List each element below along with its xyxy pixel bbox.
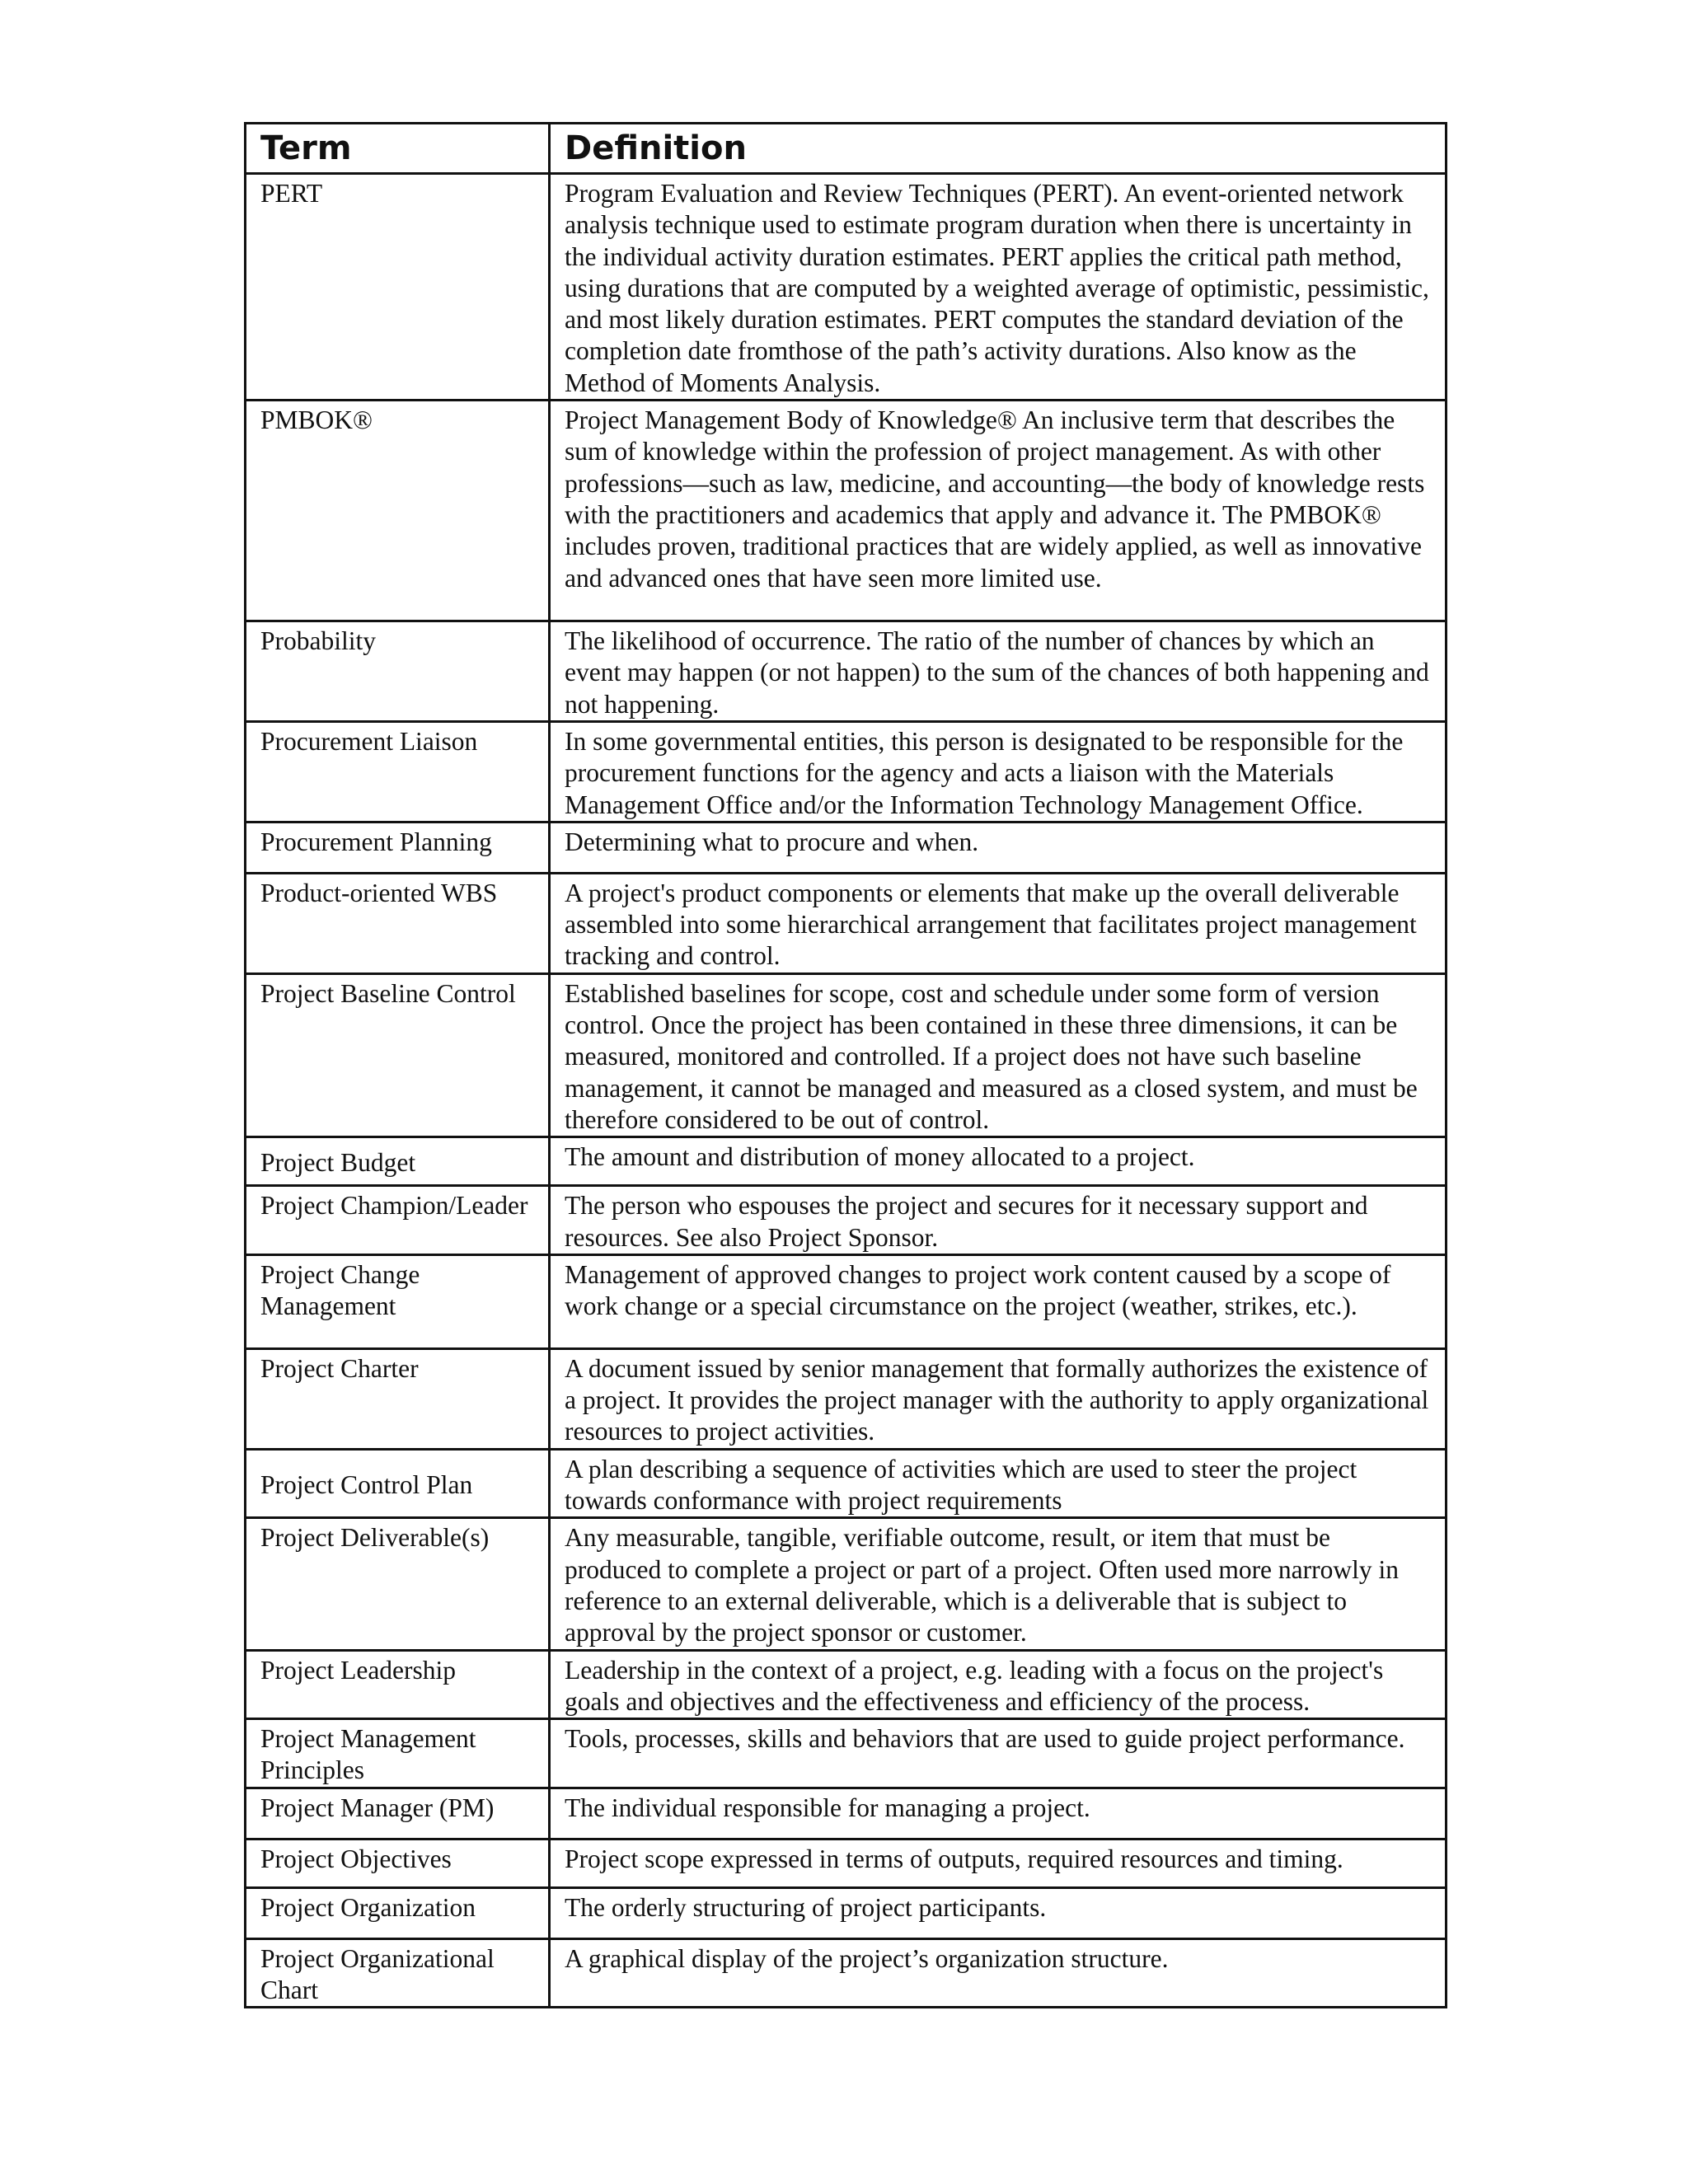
definition-cell: A plan describing a sequence of activities which are used to steer the project towards conformance with project requirements xyxy=(550,1449,1447,1518)
definition-cell: Any measurable, tangible, verifiable outcome, result, or item that must be produced to complete a project or part of a project. Often used more narrowly in reference to an external deliverable, which is a deliverable that is subject to approval by the project sponsor or customer. xyxy=(550,1518,1447,1650)
table-row xyxy=(246,721,1447,822)
table-row xyxy=(246,1518,1447,1650)
table-row xyxy=(246,1719,1447,1788)
term-cell: Procurement Planning xyxy=(246,822,550,873)
definition-cell: The likelihood of occurrence. The ratio of the number of chances by which an event may happen (or not happen) to the sum of the chances of both happening and not happening. xyxy=(550,621,1447,722)
term-cell: PERT xyxy=(246,174,550,401)
term-cell: Project Objectives xyxy=(246,1839,550,1887)
definition-cell: The amount and distribution of money allocated to a project. xyxy=(550,1137,1447,1186)
definition-cell: A project's product components or elements that make up the overall deliverable assembled into some hierarchical arrangement that facilitates project management tracking and control. xyxy=(550,873,1447,973)
definition-cell: The person who espouses the project and secures for it necessary support and resources. See also Project Sponsor. xyxy=(550,1186,1447,1255)
table-row xyxy=(246,1938,1447,2008)
term-cell: Project Control Plan xyxy=(246,1449,550,1518)
table-row xyxy=(246,873,1447,973)
term-cell: Probability xyxy=(246,621,550,722)
table-row xyxy=(246,822,1447,873)
definition-cell: Project scope expressed in terms of outputs, required resources and timing. xyxy=(550,1839,1447,1887)
definition-cell: A graphical display of the project’s organization structure. xyxy=(550,1938,1447,2008)
definition-cell: A document issued by senior management that formally authorizes the existence of a project. It provides the project manager with the authority to apply organizational resources to project activities. xyxy=(550,1348,1447,1449)
definition-cell: The orderly structuring of project participants. xyxy=(550,1887,1447,1938)
definition-cell: Management of approved changes to project work content caused by a scope of work change or a special circumstance on the project (weather, strikes, etc.). xyxy=(550,1254,1447,1348)
definition-cell: Established baselines for scope, cost and schedule under some form of version control. Once the project has been contained in these three dimensions, it can be measured, monitored and controlled. If a project does not have such baseline management, it cannot be managed and measured as a closed system, and must be therefore considered to be out of control. xyxy=(550,973,1447,1137)
term-cell: Project Management Principles xyxy=(246,1719,550,1788)
term-cell: Project Change Management xyxy=(246,1254,550,1348)
term-cell: Procurement Liaison xyxy=(246,721,550,822)
definition-cell: The individual responsible for managing a project. xyxy=(550,1788,1447,1839)
term-column-header: Term xyxy=(246,124,550,174)
term-cell: Project Budget xyxy=(246,1137,550,1186)
definition-cell: Leadership in the context of a project, e.g. leading with a focus on the project's goals and objectives and the effectiveness and efficiency of the process. xyxy=(550,1650,1447,1719)
term-cell: Project Charter xyxy=(246,1348,550,1449)
definition-cell: Determining what to procure and when. xyxy=(550,822,1447,873)
term-cell: Project Organizational Chart xyxy=(246,1938,550,2008)
table-row xyxy=(246,1186,1447,1255)
glossary-table xyxy=(244,122,1447,2008)
definition-cell: Tools, processes, skills and behaviors that are used to guide project performance. xyxy=(550,1719,1447,1788)
term-cell: Project Manager (PM) xyxy=(246,1788,550,1839)
definition-cell: In some governmental entities, this person is designated to be responsible for the procurement functions for the agency and acts a liaison with the Materials Management Office and/or the Information Technology Management Office. xyxy=(550,721,1447,822)
definition-column-header: Definition xyxy=(550,124,1447,174)
table-row xyxy=(246,1137,1447,1186)
definition-cell: Project Management Body of Knowledge® An inclusive term that describes the sum of knowledge within the profession of project management. As with other professions—such as law, medicine, and accounting—the body of knowledge rests with the practitioners and academics that apply and advance it. The PMBOK® includes proven, traditional practices that are widely applied, as well as innovative and advanced ones that have seen more limited use. xyxy=(550,401,1447,621)
term-cell: Project Champion/Leader xyxy=(246,1186,550,1255)
term-cell: Project Baseline Control xyxy=(246,973,550,1137)
term-cell: Product-oriented WBS xyxy=(246,873,550,973)
definition-cell: Program Evaluation and Review Techniques (PERT). An event-oriented network analysis technique used to estimate program duration when there is uncertainty in the individual activity duration estimates. PERT applies the critical path method, using durations that are computed by a weighted average of optimistic, pessimistic, and most likely duration estimates. PERT computes the standard deviation of the completion date fromthose of the path’s activity durations. Also know as the Method of Moments Analysis. xyxy=(550,174,1447,401)
table-row xyxy=(246,401,1447,621)
term-cell: Project Organization xyxy=(246,1887,550,1938)
table-row xyxy=(246,1254,1447,1348)
table-row xyxy=(246,1887,1447,1938)
term-cell: PMBOK® xyxy=(246,401,550,621)
term-cell: Project Leadership xyxy=(246,1650,550,1719)
table-row xyxy=(246,1788,1447,1839)
table-row xyxy=(246,1839,1447,1887)
table-row xyxy=(246,1449,1447,1518)
table-row xyxy=(246,973,1447,1137)
table-row xyxy=(246,1348,1447,1449)
table-row xyxy=(246,174,1447,401)
table-row xyxy=(246,1650,1447,1719)
header-row xyxy=(246,124,1447,174)
table-row xyxy=(246,621,1447,722)
term-cell: Project Deliverable(s) xyxy=(246,1518,550,1650)
